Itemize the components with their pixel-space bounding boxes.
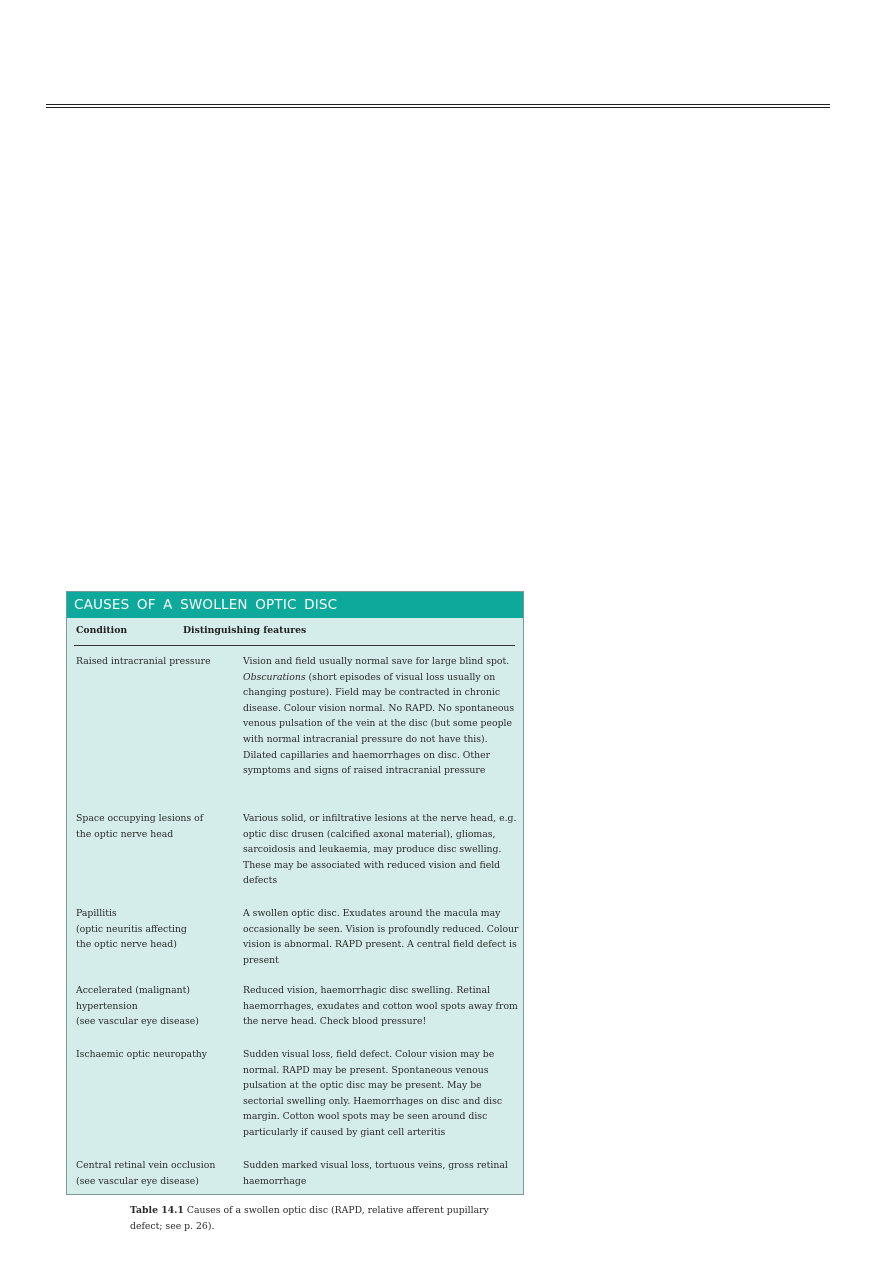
features-cell: [243, 906, 521, 968]
condition-cell: Central retinal vein occlusion (see vascular eye disease): [76, 1160, 216, 1187]
condition-cell: Raised intracranial pressure: [76, 656, 211, 667]
caption-label: Table 14.1: [130, 1205, 184, 1216]
features-text: Sudden visual loss, field defect. Colour vision may be normal. RAPD may be present. Spontaneous venous pulsation at the optic disc may be present. May be sectorial swelling only. Haemorrhages on disc and disc margin. Cotton wool spots may be seen around disc particularly if caused by giant cell arteritis: [243, 1049, 503, 1138]
condition-cell: Accelerated (malignant) hypertension (see vascular eye disease): [76, 985, 199, 1028]
caption-text: Causes of a swollen optic disc (RAPD, relative afferent pupillary defect; see p. 26).: [130, 1205, 489, 1232]
features-text: Various solid, or infiltrative lesions at the nerve head, e.g. optic disc drusen (calcified axonal material), gliomas, sarcoidosis and leukaemia, may produce disc swelling. These may be associated with reduced vision and field defects: [243, 813, 517, 887]
header-features: Distinguishing features: [183, 625, 307, 636]
features-term: Obscurations: [243, 671, 306, 683]
features-text: (short episodes of visual loss usually on changing posture). Field may be contracted in chronic disease. Colour vision normal. No RAPD. No spontaneous venous pulsation of the vein at the disc (but some people with normal intracranial pressure do not have this). Dilated capillaries and haemorrhages on disc. Other symptoms and signs of raised intracranial pressure: [243, 671, 515, 777]
features-text: A swollen optic disc. Exudates around the macula may occasionally be seen. Vision is profoundly reduced. Colour vision is abnormal. RAPD present. A central field defect is present: [243, 908, 519, 966]
features-cell: [243, 654, 521, 779]
causes-table: [66, 591, 524, 1195]
header-divider: [74, 645, 515, 646]
header-rule-top: [46, 104, 830, 105]
features-text: Vision and field usually normal save for large blind spot.: [243, 656, 510, 667]
features-cell: [243, 983, 521, 1030]
header-rule-bottom: [46, 107, 830, 108]
features-cell: [243, 811, 521, 889]
table-title: CAUSES OF A SWOLLEN OPTIC DISC: [67, 592, 523, 618]
features-cell: [243, 1158, 521, 1189]
condition-cell: Papillitis (optic neuritis affecting the optic nerve head): [76, 908, 187, 951]
features-cell: [243, 1047, 521, 1141]
features-text: Reduced vision, haemorrhagic disc swelling. Retinal haemorrhages, exudates and cotton wool spots away from the nerve head. Check blood pressure!: [243, 985, 518, 1028]
condition-cell: Space occupying lesions of the optic nerve head: [76, 813, 204, 840]
table-caption: [130, 1203, 500, 1235]
condition-cell: Ischaemic optic neuropathy: [76, 1049, 208, 1060]
header-condition: Condition: [76, 625, 128, 636]
features-text: Sudden marked visual loss, tortuous veins, gross retinal haemorrhage: [243, 1160, 508, 1187]
